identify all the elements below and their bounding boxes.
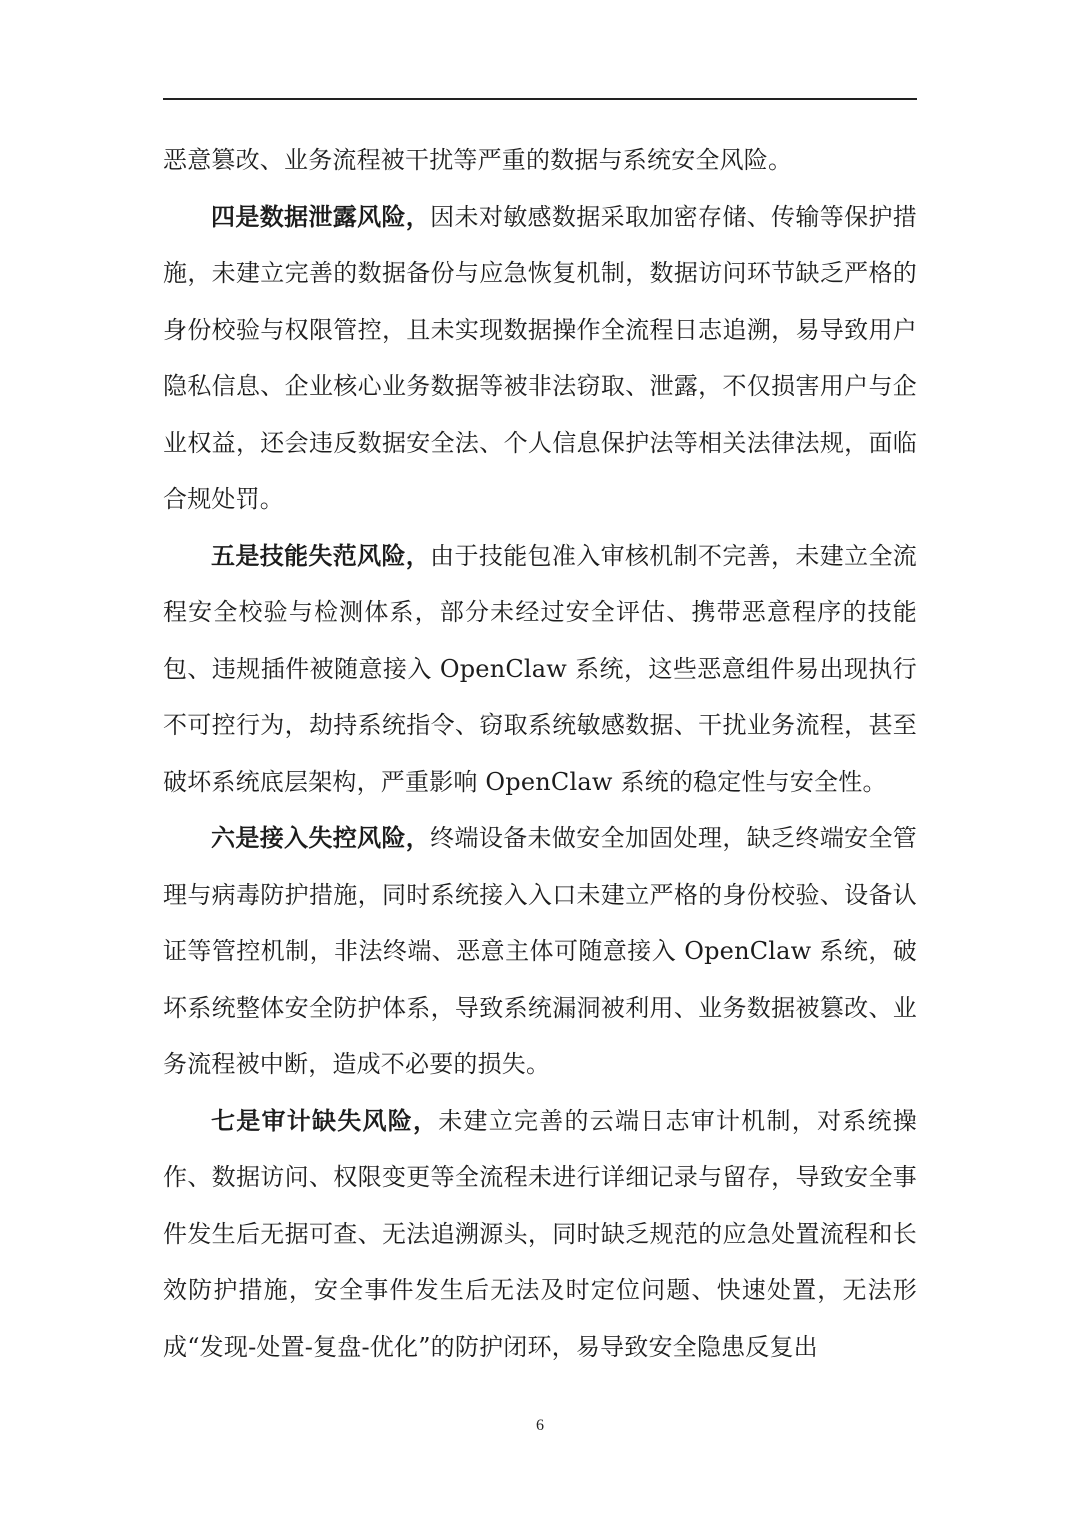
paragraph-text: 终端设备未做安全加固处理，缺乏终端安全管理与病毒防护措施，同时系统接入入口未建立严格的身份校验、设备认证等管控机制，非法终端、恶意主体可随意接入 OpenClaw 系统，破坏系统整体安全防护体系，导致系统漏洞被利用、业务数据被篡改、业务流程被中断，造成不必要的损失。 [163, 824, 917, 1078]
paragraph-access-control-risk [163, 810, 917, 1093]
paragraph-skill-misconduct-risk [163, 528, 917, 811]
paragraph-text: 恶意篡改、业务流程被干扰等严重的数据与系统安全风险。 [163, 146, 793, 174]
paragraph-lead: 六是接入失控风险， [211, 824, 431, 852]
paragraph-text: 未建立完善的云端日志审计机制，对系统操作、数据访问、权限变更等全流程未进行详细记录与留存，导致安全事件发生后无据可查、无法追溯源头，同时缺乏规范的应急处置流程和长效防护措施，安全事件发生后无法及时定位问题、快速处置，无法形成“发现-处置-复盘-优化”的防护闭环，易导致安全隐患反复出 [163, 1106, 917, 1361]
paragraph-audit-missing-risk [163, 1093, 917, 1376]
paragraph-text: 因未对敏感数据采取加密存储、传输等保护措施，未建立完善的数据备份与应急恢复机制，数据访问环节缺乏严格的身份校验与权限管控，且未实现数据操作全流程日志追溯，易导致用户隐私信息、企业核心业务数据等被非法窃取、泄露，不仅损害用户与企业权益，还会违反数据安全法、个人信息保护法等相关法律法规，面临合规处罚。 [163, 202, 917, 513]
paragraph-data-leak-risk [163, 189, 917, 528]
document-body [163, 132, 917, 1375]
header-rule [163, 98, 917, 100]
page-number: 6 [536, 1417, 544, 1434]
paragraph-lead: 五是技能失范风险， [211, 541, 431, 570]
paragraph-lead: 四是数据泄露风险， [211, 202, 431, 231]
paragraph-continuation [163, 132, 917, 189]
paragraph-lead: 七是审计缺失风险， [211, 1106, 439, 1135]
paragraph-text: 由于技能包准入审核机制不完善，未建立全流程安全校验与检测体系，部分未经过安全评估、携带恶意程序的技能包、违规插件被随意接入 OpenClaw 系统，这些恶意组件易出现执行不可控行为，劫持系统指令、窃取系统敏感数据、干扰业务流程，甚至破坏系统底层架构，严重影响 OpenClaw 系统的稳定性与安全性。 [163, 541, 917, 796]
